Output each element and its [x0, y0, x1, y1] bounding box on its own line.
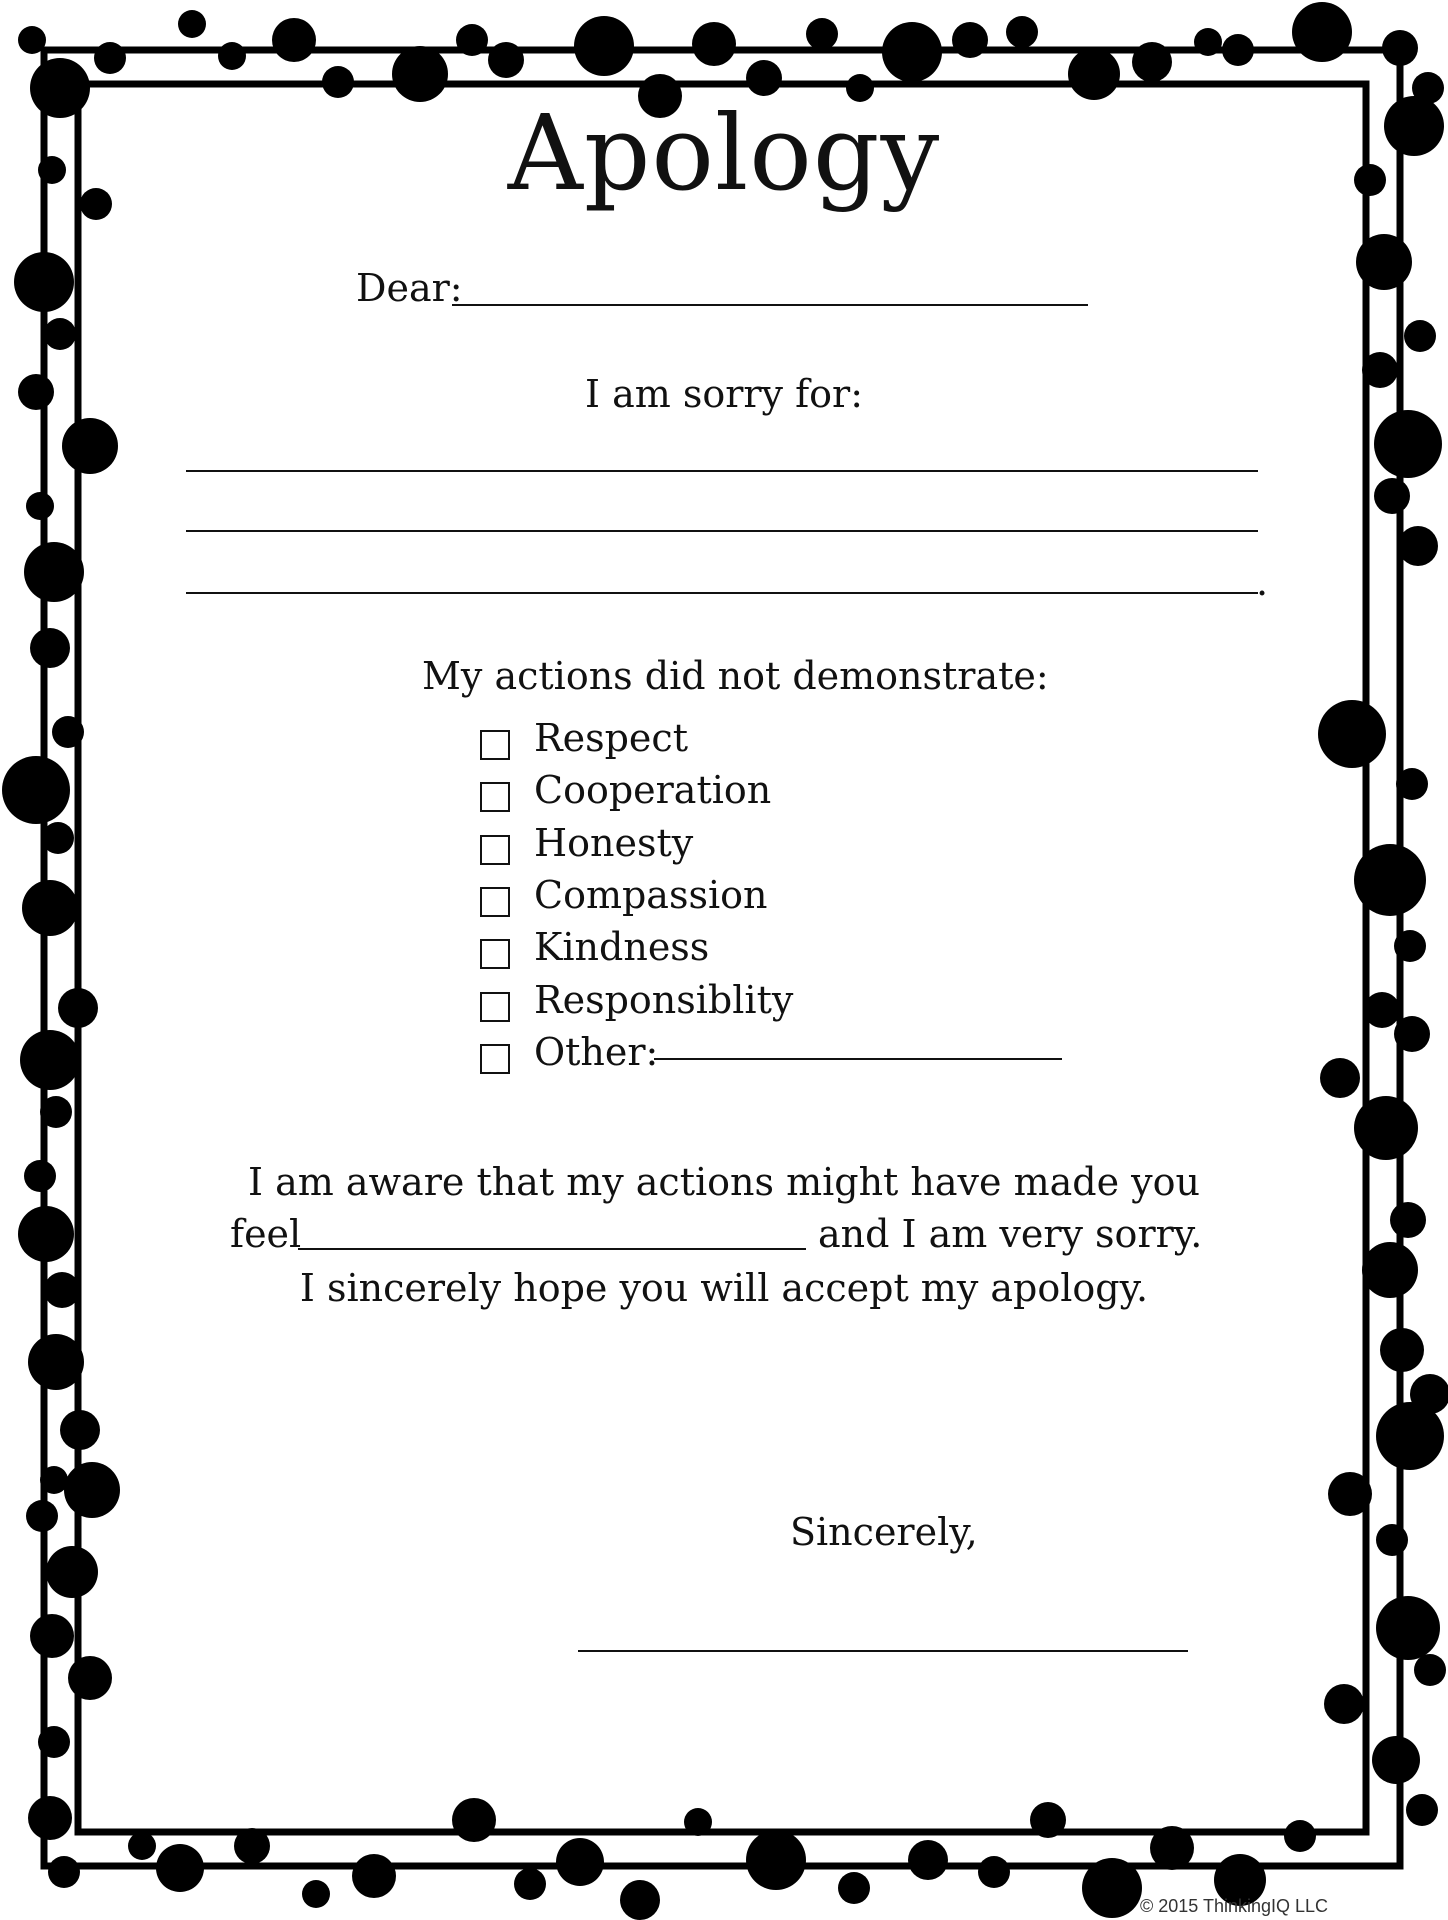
decorative-dot — [1132, 42, 1172, 82]
sorry-end-period: . — [1256, 560, 1269, 604]
decorative-dot — [24, 542, 84, 602]
checkbox[interactable] — [480, 992, 510, 1022]
decorative-dot — [514, 1868, 546, 1900]
decorative-dot — [1150, 1826, 1194, 1870]
checkbox[interactable] — [480, 782, 510, 812]
decorative-dot — [2, 756, 70, 824]
decorative-dot — [1374, 478, 1410, 514]
decorative-dot — [1082, 1858, 1142, 1918]
sorry-blank-2[interactable] — [186, 530, 1258, 532]
decorative-dot — [806, 18, 838, 50]
decorative-dot — [1006, 16, 1038, 48]
decorative-dot — [1356, 234, 1412, 290]
decorative-dot — [22, 880, 78, 936]
decorative-dot — [38, 1726, 70, 1758]
decorative-dot — [978, 1856, 1010, 1888]
dear-label: Dear: — [356, 266, 463, 310]
checkbox[interactable] — [480, 1044, 510, 1074]
checklist-label: Kindness — [534, 925, 710, 969]
decorative-dot — [952, 22, 988, 58]
decorative-dot — [94, 42, 126, 74]
decorative-dot — [1222, 34, 1254, 66]
decorative-dot — [302, 1880, 330, 1908]
decorative-dot — [30, 628, 70, 668]
decorative-dot — [68, 1656, 112, 1700]
decorative-dot — [40, 1096, 72, 1128]
checklist-label: Respect — [534, 716, 688, 760]
decorative-dot — [882, 22, 942, 82]
checklist-label: Honesty — [534, 821, 694, 865]
decorative-dot — [218, 42, 246, 70]
sorry-blank-1[interactable] — [186, 470, 1258, 472]
aware-line: I am aware that my actions might have made you — [248, 1160, 1200, 1204]
checkbox[interactable] — [480, 939, 510, 969]
decorative-dot — [574, 16, 634, 76]
decorative-dot — [272, 18, 316, 62]
decorative-dot — [234, 1828, 270, 1864]
decorative-dot — [20, 1030, 80, 1090]
feel-blank[interactable] — [298, 1248, 806, 1250]
decorative-dot — [1372, 1736, 1420, 1784]
decorative-dot — [156, 1844, 204, 1892]
checkbox[interactable] — [480, 887, 510, 917]
decorative-dot — [1398, 526, 1438, 566]
decorative-dot — [746, 60, 782, 96]
decorative-dot — [684, 1808, 712, 1836]
decorative-dot — [1374, 410, 1442, 478]
sorry-label: I am sorry for: — [584, 372, 864, 416]
decorative-dot — [1382, 30, 1418, 66]
decorative-dot — [838, 1872, 870, 1904]
feel-label: feel — [230, 1212, 302, 1256]
copyright-notice: © 2015 ThinkingIQ LLC — [1140, 1896, 1329, 1916]
decorative-dot — [60, 1410, 100, 1450]
actions-label: My actions did not demonstrate: — [422, 654, 1049, 698]
decorative-dot — [620, 1880, 660, 1920]
decorative-dot — [18, 26, 46, 54]
decorative-dot — [52, 716, 84, 748]
decorative-dot — [1376, 1524, 1408, 1556]
decorative-dot — [1390, 1202, 1426, 1238]
decorative-dot — [456, 24, 488, 56]
decorative-dot — [908, 1840, 948, 1880]
decorative-dot — [58, 988, 98, 1028]
other-blank[interactable] — [654, 1058, 1062, 1060]
hope-line: I sincerely hope you will accept my apology. — [299, 1266, 1149, 1310]
decorative-dot — [64, 1462, 120, 1518]
decorative-dot — [178, 10, 206, 38]
sorry-blank-3[interactable] — [186, 592, 1258, 594]
decorative-dot — [1394, 930, 1426, 962]
page-title: Apology — [507, 92, 941, 214]
decorative-dot — [1380, 1328, 1424, 1372]
sincerely-label: Sincerely, — [790, 1510, 978, 1554]
decorative-dot — [62, 418, 118, 474]
decorative-dot — [1364, 992, 1400, 1028]
decorative-dot — [18, 1206, 74, 1262]
decorative-dot — [556, 1838, 604, 1886]
decorative-dot — [1404, 320, 1436, 352]
decorative-dot — [26, 1500, 58, 1532]
decorative-dot — [1394, 1016, 1430, 1052]
decorative-dot — [1328, 1472, 1372, 1516]
decorative-dot — [44, 318, 76, 350]
decorative-dot — [1320, 1058, 1360, 1098]
decorative-dot — [30, 1614, 74, 1658]
checklist-label: Responsiblity — [534, 978, 794, 1022]
decorative-dot — [1354, 1096, 1418, 1160]
decorative-dot — [1030, 1802, 1066, 1838]
decorative-dot — [1376, 1596, 1440, 1660]
checklist-label: Compassion — [534, 873, 768, 917]
decorative-dot — [1354, 844, 1426, 916]
decorative-dot — [1414, 1654, 1446, 1686]
decorative-dot — [1194, 28, 1222, 56]
decorative-dot — [28, 1796, 72, 1840]
feel-suffix: and I am very sorry. — [818, 1212, 1203, 1256]
signature-blank[interactable] — [578, 1650, 1188, 1652]
decorative-dot — [28, 1334, 84, 1390]
decorative-dot — [14, 252, 74, 312]
decorative-dot — [40, 1466, 68, 1494]
decorative-dot — [452, 1798, 496, 1842]
checkbox[interactable] — [480, 730, 510, 760]
dear-blank[interactable] — [452, 304, 1088, 306]
decorative-dot — [1406, 1794, 1438, 1826]
checklist-label: Cooperation — [534, 768, 772, 812]
decorative-dot — [1284, 1820, 1316, 1852]
checkbox[interactable] — [480, 835, 510, 865]
checklist-label: Other: — [534, 1030, 659, 1074]
decorative-dot — [1318, 700, 1386, 768]
decorative-dot — [1292, 2, 1352, 62]
decorative-dot — [746, 1830, 806, 1890]
decorative-dot — [352, 1854, 396, 1898]
decorative-dot — [1376, 1402, 1444, 1470]
decorative-dot — [42, 822, 74, 854]
decorative-dot — [128, 1832, 156, 1860]
decorative-dot — [1324, 1684, 1364, 1724]
decorative-dot — [1396, 768, 1428, 800]
decorative-dot — [488, 42, 524, 78]
decorative-dot — [46, 1546, 98, 1598]
decorative-dot — [692, 22, 736, 66]
decorative-dot — [26, 492, 54, 520]
decorative-dot — [48, 1856, 80, 1888]
